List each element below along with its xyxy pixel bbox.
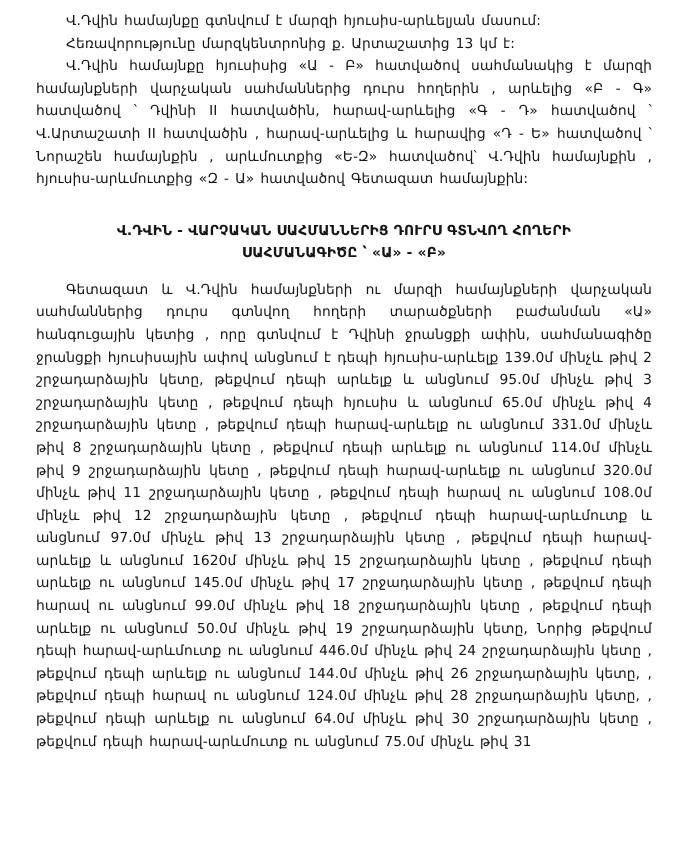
paragraph-distance-from-center: Հեռավորությունը մարզկենտրոնից ք. Արտաշատից 13 կմ է: bbox=[66, 35, 515, 52]
paragraph-boundary-description: Գետազատ և Վ.Դվին համայնքների ու մարզի համայնքների վարչական սահմաններից դուրս գտնվող հողերի տարածքների բաժանման «Ա» հանգուցային կետից , որը գտնվում է Դվինի ջրանցքի ափին, սահմանագիծը ջրանցքի հյուսիսային ափով անցնում է դեպի հյուսիս-արևելք 139.0մ մինչև թիվ 2 շրջադարձային կետը, թեքվում դեպի արևելք և անցնում 95.0մ մինչև թիվ 3 շրջադարձային կետը , թեքվում դեպի հյուսիս և անցնում 65.0մ մինչև թիվ 4 շրջադարձային կետը , թեքվում դեպի հարավ-արևելք ու անցնում 331.0մ մինչև թիվ 8 շրջադարձային կետը , թեքվում դեպի արևելք ու անցնում 114.0մ մինչև թիվ 9 շրջադարձային կետը , թեքվում դեպի հարավ-արևելք ու անցնում 320.0մ մինչև թիվ 11 շրջադարձային կետը , թեքվում դեպի հարավ ու անցնում 108.0մ մինչև թիվ 12 շրջադարձային կետը , թեքվում դեպի հարավ-արևմուտք և անցնում 97.0մ մինչև թիվ 13 շրջադարձային կետը , թեքվում դեպի հարավ-արևելք և անցնում 1620մ մինչև թիվ 15 շրջադարձային կետը , թեքվում դեպի արևելք ու անցնում 145.0մ մինչև թիվ 17 շրջադարձային կետը , թեքվում դեպի հարավ ու անցնում 99.0մ մինչև թիվ 18 շրջադարձային կետը , թեքվում դեպի արևելք ու անցնում 50.0մ մինչև թիվ 19 շրջադարձային կետը, Նորից թեքվում դեպի հարավ-արևմուտք ու անցնում 446.0մ մինչև թիվ 24 շրջադարձային կետը , թեքվում դեպի արևելք ու անցնում 144.0մ մինչև թիվ 26 շրջադարձային կետը, , թեքվում դեպի հարավ ու անցնում 124.0մ մինչև թիվ 28 շրջադարձային կետը, , թեքվում դեպի արևելք ու անցնում 64.0մ մինչև թիվ 30 շրջադարձային կետը , թեքվում դեպի հարավ-արևմուտք ու անցնում 75.0մ մինչև թիվ 31 bbox=[36, 281, 652, 750]
section-heading-line2: ՍԱՀՄԱՆԱԳԻԾԸ ՝ «Ա» - «Բ» bbox=[241, 244, 447, 261]
paragraph-border-segments: Վ.Դվին համայնքը հյուսիսից «Ա - Բ» հատվածով սահմանակից է մարզի համայնքների վարչական սահմաններից դուրս հողերին , արևելից «Բ - Գ» հատվածով ՝ Դվինի II հատվածին, հարավ-արևելից «Գ - Դ» հատվածով ՝ Վ.Արտաշատի II հատվածին , հարավ-արևելից և հարավից «Դ - Ե» հատվածով ՝ Նորաշեն համայնքին , արևմուտքից «Ե-Զ» հատվածով՝ Վ.Դվին համայնքին , հյուսիս-արևմուտքից «Զ - Ա» հատվածով Գետազատ համայնքին: bbox=[36, 58, 652, 188]
section-heading bbox=[46, 220, 642, 264]
section-heading-line1: Վ.ԴՎԻՆ - ՎԱՐՉԱԿԱՆ ՍԱՀՄԱՆՆԵՐԻՑ ԴՈՒՐՍ ԳՏՆՎՈՂ ՀՈՂԵՐԻ bbox=[116, 222, 572, 239]
paragraph-community-location: Վ.Դվին համայնքը գտնվում է մարզի հյուսիս-արևելյան մասում: bbox=[66, 13, 542, 29]
